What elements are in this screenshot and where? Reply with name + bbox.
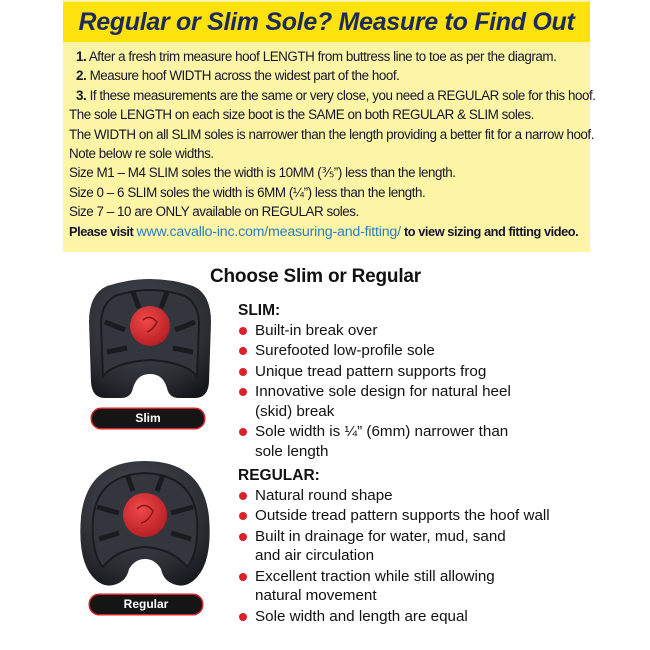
banner-title: Regular or Slim Sole? Measure to Find Out bbox=[78, 7, 575, 36]
slim-heading: SLIM: bbox=[238, 302, 281, 319]
list-item: Outside tread pattern supports the hoof wall bbox=[238, 506, 608, 526]
bullet-icon bbox=[239, 573, 247, 581]
bullet-icon bbox=[239, 327, 247, 335]
instructions-text bbox=[69, 47, 596, 242]
visit-line: Please visit www.cavallo-inc.com/measuring-and-fitting/ to view sizing and fitting video. bbox=[69, 223, 579, 240]
list-item: Built-in break over bbox=[238, 321, 608, 341]
list-item: Innovative sole design for natural heel (skid) break bbox=[238, 382, 530, 421]
bullet-icon bbox=[239, 533, 247, 541]
slim-features bbox=[238, 301, 608, 462]
bullet-icon bbox=[239, 388, 247, 396]
step-2: 2. Measure hoof WIDTH across the widest part of the hoof. bbox=[76, 68, 400, 84]
note-line: Size 7 – 10 are ONLY available on REGULAR soles. bbox=[69, 204, 359, 220]
list-item: Sole width and length are equal bbox=[238, 607, 608, 627]
list-item: Built in drainage for water, mud, sand and air circulation bbox=[238, 527, 530, 566]
step-1: 1. After a fresh trim measure hoof LENGTH from buttress line to toe as per the diagram. bbox=[76, 49, 557, 64]
regular-badge: Regular bbox=[90, 595, 202, 614]
regular-features bbox=[238, 466, 608, 627]
regular-heading: REGULAR: bbox=[238, 467, 320, 484]
list-item: Sole width is ¼” (6mm) narrower than sole length bbox=[238, 422, 525, 461]
note-line: Size M1 – M4 SLIM soles the width is 10MM (⅗”) less than the length. bbox=[69, 165, 456, 181]
title-banner bbox=[63, 2, 590, 42]
section-title: Choose Slim or Regular bbox=[210, 266, 421, 287]
note-line: The WIDTH on all SLIM soles is narrower than the length providing a better fit for a narrow hoof. bbox=[69, 126, 594, 142]
note-line: The sole LENGTH on each size boot is the SAME on both REGULAR & SLIM soles. bbox=[69, 107, 534, 123]
bullet-icon bbox=[239, 492, 247, 500]
bullet-icon bbox=[239, 347, 247, 355]
note-line: Note below re sole widths. bbox=[69, 146, 214, 162]
list-item: Natural round shape bbox=[238, 486, 608, 506]
bullet-icon bbox=[239, 512, 247, 520]
slim-badge: Slim bbox=[92, 409, 204, 428]
step-3: 3. If these measurements are the same or very close, you need a REGULAR sole for this hoof. bbox=[76, 87, 596, 103]
bullet-icon bbox=[239, 368, 247, 376]
slim-sole-image bbox=[85, 278, 215, 408]
list-item: Unique tread pattern supports frog bbox=[238, 362, 608, 382]
list-item: Surefooted low-profile sole bbox=[238, 341, 608, 361]
bullet-icon bbox=[239, 613, 247, 621]
bullet-icon bbox=[239, 428, 247, 436]
fitting-video-link[interactable]: www.cavallo-inc.com/measuring-and-fitting/ bbox=[136, 223, 401, 240]
regular-sole-image bbox=[75, 455, 215, 595]
list-item: Excellent traction while still allowing natural movement bbox=[238, 567, 530, 606]
note-line: Size 0 – 6 SLIM soles the width is 6MM (¼”) less than the length. bbox=[69, 184, 426, 200]
